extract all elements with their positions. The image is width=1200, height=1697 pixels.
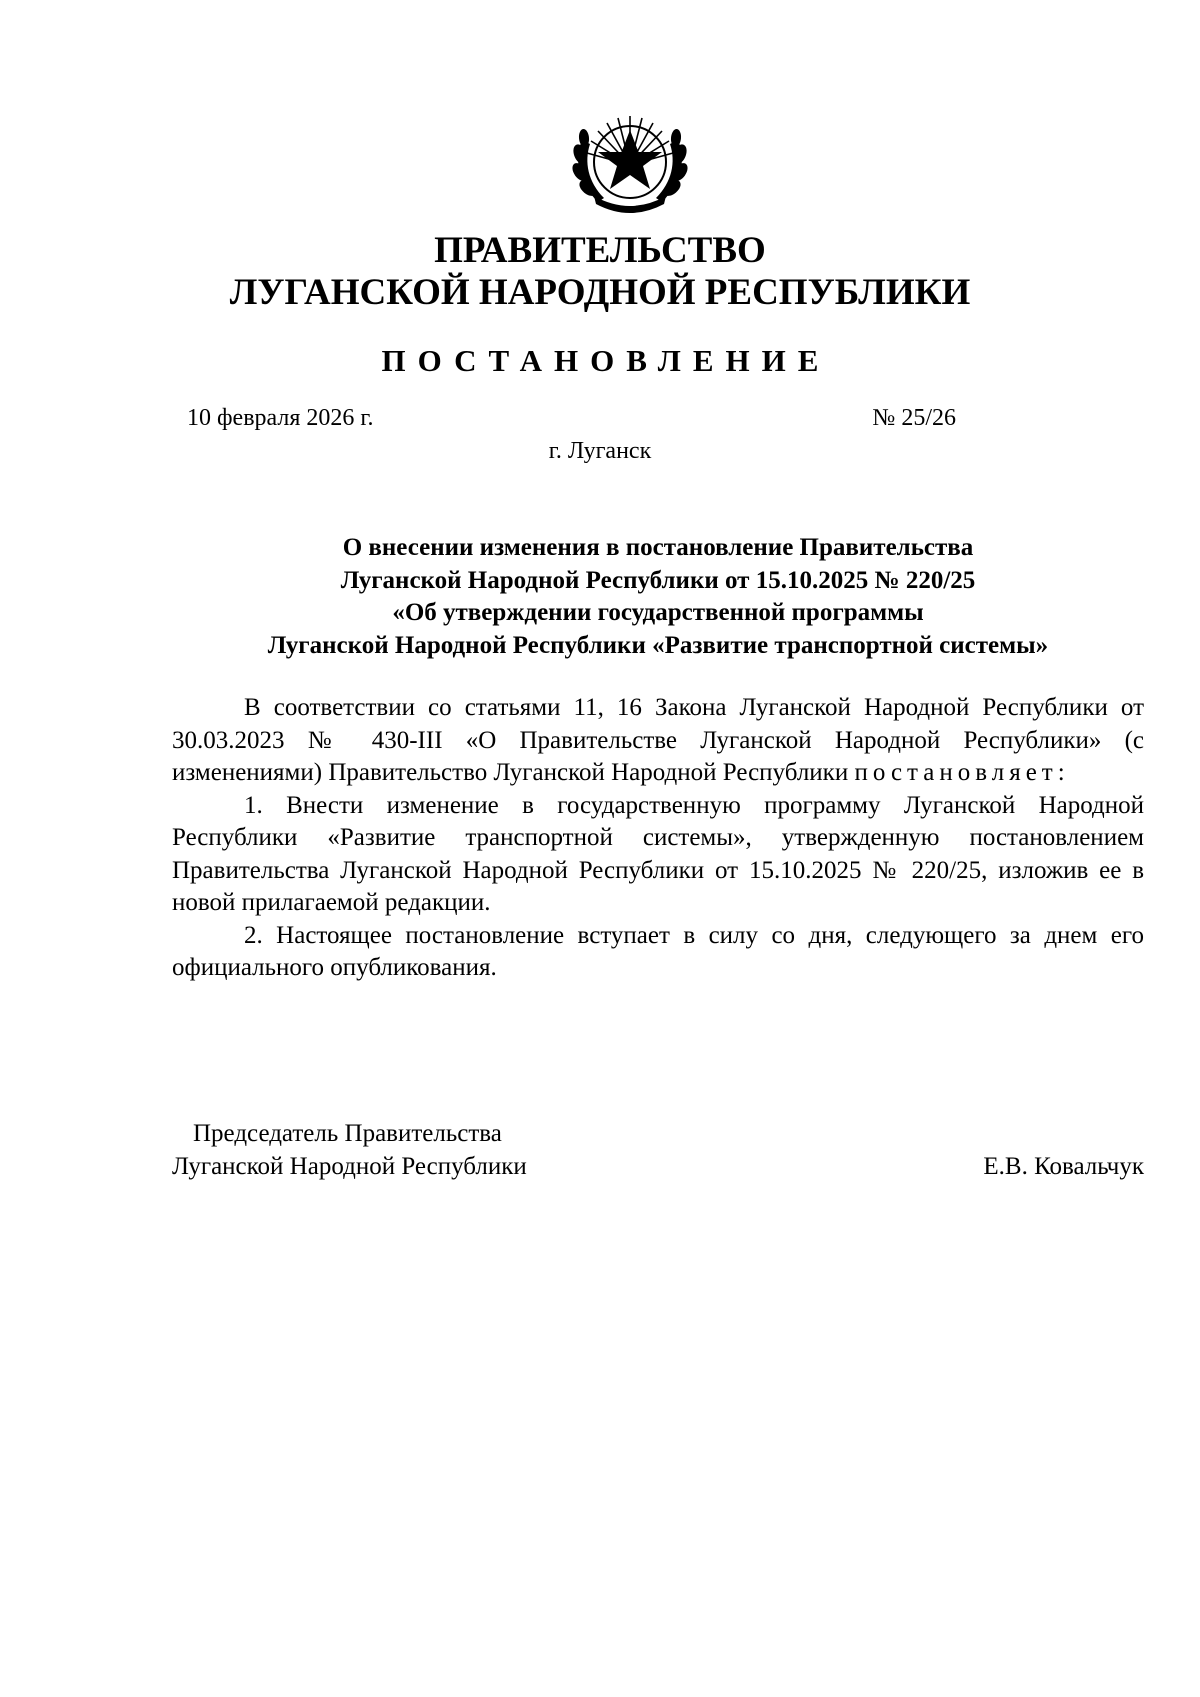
preamble-paragraph	[172, 692, 1144, 790]
signatory-position-line1: Председатель Правительства	[193, 1120, 502, 1147]
document-date: 10 февраля 2026 г.	[187, 405, 374, 431]
signatory-position	[172, 1118, 527, 1183]
subject-line1: О внесении изменения в постановление Правительства	[342, 534, 974, 561]
document-type: ПОСТАНОВЛЕНИЕ	[381, 343, 831, 378]
subject-line4: Луганской Народной Республики «Развитие транспортной системы»	[267, 631, 1049, 659]
document-body	[172, 692, 1144, 985]
document-number: № 25/26	[872, 405, 956, 431]
coat-of-arms-emblem	[568, 110, 692, 216]
preamble-text: В соответствии со статьями 11, 16 Закона Луганской Народной Республики от 30.03.2023 № 430-III «О Правительстве Луганской Народной Республики» (с изменениями) Правительство Луганской Народной Республики	[172, 694, 1144, 786]
document-subject	[172, 532, 1144, 662]
document-city: г. Луганск	[548, 438, 652, 464]
signatory-position-line2: Луганской Народной Республики	[172, 1152, 527, 1180]
subject-line2: Луганской Народной Республики от 15.10.2025 № 220/25	[340, 566, 976, 594]
org-title-line1: ПРАВИТЕЛЬСТВО	[434, 230, 766, 271]
org-title-line2: ЛУГАНСКОЙ НАРОДНОЙ РЕСПУБЛИКИ	[229, 272, 971, 313]
item-1-paragraph: 1. Внести изменение в государственную программу Луганской Народной Республики «Развитие транспортной системы», утвержденную постановлением Правительства Луганской Народной Республики от 15.10.2025 № 220/25, изложив ее в новой прилагаемой редакции.	[172, 791, 1144, 916]
resolves-word: постановляет:	[854, 759, 1070, 786]
item-2-paragraph: 2. Настоящее постановление вступает в силу со дня, следующего за днем его официального опубликования.	[172, 921, 1144, 981]
subject-line3: «Об утверждении государственной программы	[392, 599, 924, 626]
signatory-name: Е.В. Ковальчук	[983, 1152, 1144, 1180]
